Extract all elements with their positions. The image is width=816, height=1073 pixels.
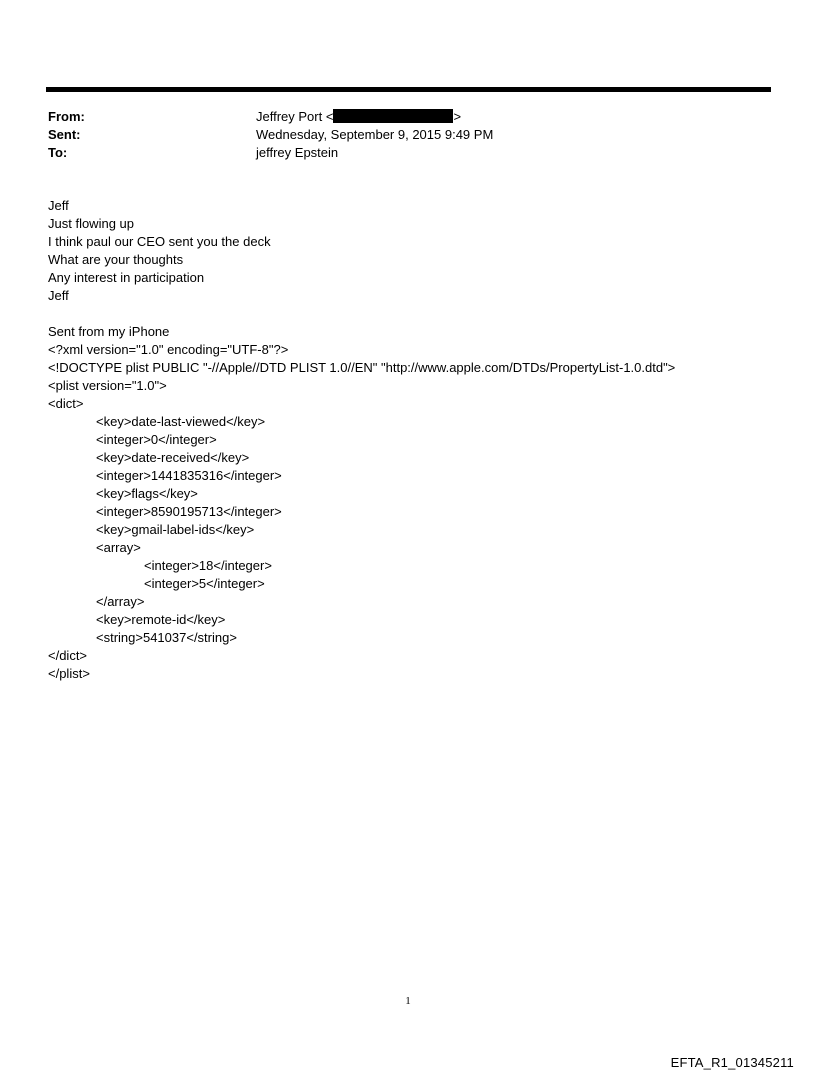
sent-value: Wednesday, September 9, 2015 9:49 PM [256,127,494,142]
sender-email-close: > [453,109,462,124]
to-label: To: [48,145,68,160]
plist-entry: </array> [96,594,145,609]
from-label: From: [48,109,85,124]
plist-entry: <key>gmail-label-ids</key> [96,522,255,537]
email-header [48,108,768,162]
array-item: <integer>5</integer> [144,576,265,591]
message-line: What are your thoughts [48,252,184,267]
message-line: I think paul our CEO sent you the deck [48,234,271,249]
plist-entry: <integer>8590195713</integer> [96,504,282,519]
plist-open-tag: <plist version="1.0"> [48,378,167,393]
message-line: Just flowing up [48,216,134,231]
sent-label: Sent: [48,127,81,142]
array-item: <integer>18</integer> [144,558,272,573]
to-value: jeffrey Epstein [256,145,339,160]
from-row [48,108,768,126]
sent-row [48,126,768,144]
redacted-email-block [333,109,453,123]
to-row [48,144,768,162]
sender-name: Jeffrey Port < [256,109,334,124]
dict-close-tag: </dict> [48,648,88,663]
plist-entry: <key>remote-id</key> [96,612,226,627]
plist-entry: <key>flags</key> [96,486,198,501]
message-line: Jeff [48,198,69,213]
plist-entry: <array> [96,540,141,555]
plist-entry: <key>date-received</key> [96,450,250,465]
plist-close-tag: </plist> [48,666,90,681]
page-number: 1 [405,995,411,1007]
plist-entry: <integer>1441835316</integer> [96,468,282,483]
plist-xml-declaration: <?xml version="1.0" encoding="UTF-8"?> [48,342,289,357]
header-divider [46,87,771,92]
dict-open-tag: <dict> [48,396,84,411]
plist-doctype: <!DOCTYPE plist PUBLIC "-//Apple//DTD PLIST 1.0//EN" "http://www.apple.com/DTDs/PropertyList-1.0.dtd"> [48,360,676,375]
paragraph-gap [48,305,778,323]
plist-entry: <key>date-last-viewed</key> [96,414,266,429]
document-id: EFTA_R1_01345211 [670,1055,794,1070]
plist-entry: <integer>0</integer> [96,432,217,447]
signature-line: Sent from my iPhone [48,324,170,339]
plist-entry: <string>541037</string> [96,630,237,645]
email-body [48,197,778,683]
message-line: Any interest in participation [48,270,205,285]
message-line: Jeff [48,288,69,303]
from-value [256,108,768,126]
